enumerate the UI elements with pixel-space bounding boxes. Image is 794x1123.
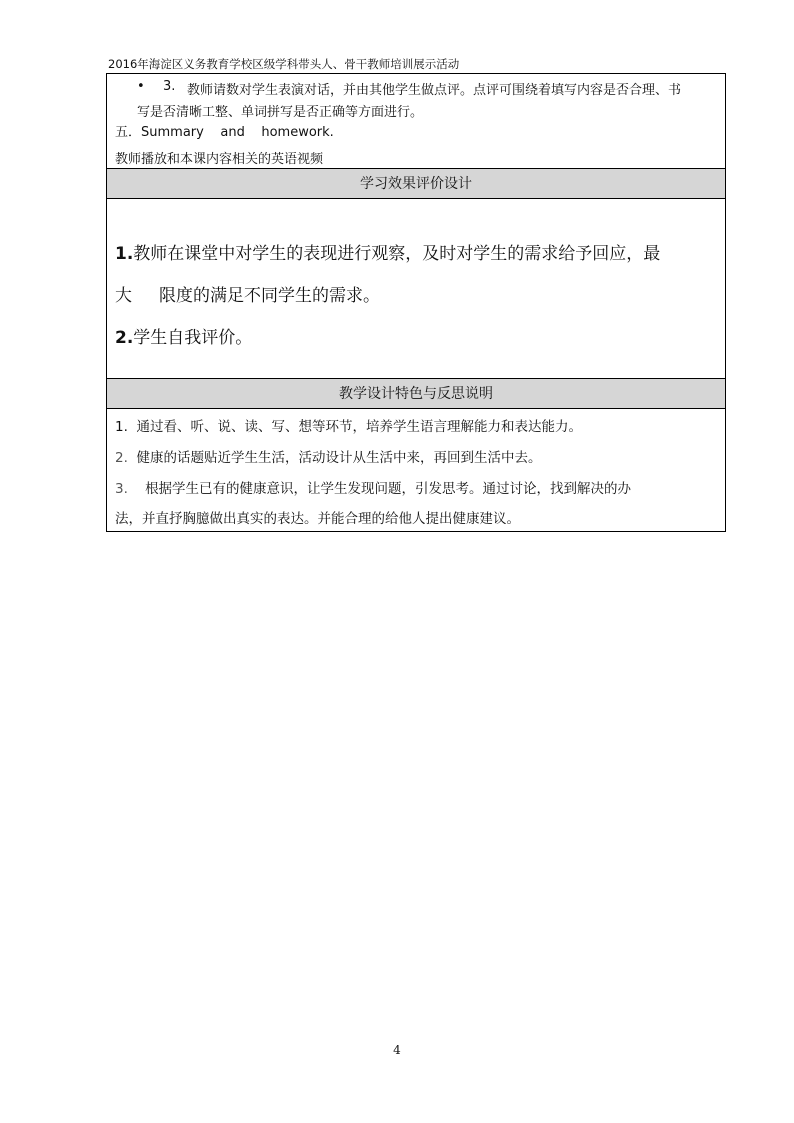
reflection-item-3 [115,477,631,497]
activity-item-line2: 写是否清晰工整、单词拼写是否正确等方面进行。 [137,105,424,120]
reflection-item-2-number: 2. [115,450,128,466]
activity-item-line1: 教师请数对学生表演对话，并由其他学生做点评。点评可围绕着填写内容是否合理、书 [187,83,682,98]
reflection-item-2-text: 健康的话题贴近学生生活，活动设计从生活中来，再回到生活中去。 [136,450,542,466]
evaluation-item-2-number: 2. [115,328,134,348]
evaluation-title: 学习效果评价设计 [107,168,725,198]
activity-bullet: • [137,79,145,94]
reflection-item-3-line1: 根据学生已有的健康意识，让学生发现问题，引发思考。通过讨论，找到解决的办 [145,481,632,497]
reflection-item-3-number: 3. [115,481,128,497]
reflection-item-1-text: 通过看、听、说、读、写、想等环节，培养学生语言理解能力和表达能力。 [136,419,582,435]
activity-section [107,74,725,168]
reflection-title: 教学设计特色与反思说明 [107,378,725,408]
evaluation-item-2-text: 学生自我评价。 [133,328,253,348]
reflection-section [107,408,725,531]
reflection-item-1 [115,415,582,435]
reflection-item-1-number: 1. [115,419,128,435]
evaluation-item-1-line1: 教师在课堂中对学生的表现进行观察，及时对学生的需求给予回应，最 [133,244,661,264]
evaluation-item-1-line2: 大 限度的满足不同学生的需求。 [115,286,381,306]
lesson-plan-table [106,73,726,532]
step-number: 五． [115,125,142,140]
step-label [115,121,334,140]
step-title: Summary and homework. [141,125,334,140]
page-number: 4 [393,1043,401,1057]
evaluation-item-1 [115,239,660,264]
activity-item-number: 3. [163,79,176,94]
evaluation-section [107,198,725,378]
reflection-item-2 [115,446,541,466]
reflection-item-3-line2: 法，并直抒胸臆做出真实的表达。并能合理的给他人提出健康建议。 [115,511,520,527]
evaluation-item-2 [115,323,252,348]
activity-note: 教师播放和本课内容相关的英语视频 [115,152,324,167]
evaluation-item-1-number: 1. [115,244,134,264]
document-header: 2016年海淀区义务教育学校区级学科带头人、骨干教师培训展示活动 [108,57,460,71]
